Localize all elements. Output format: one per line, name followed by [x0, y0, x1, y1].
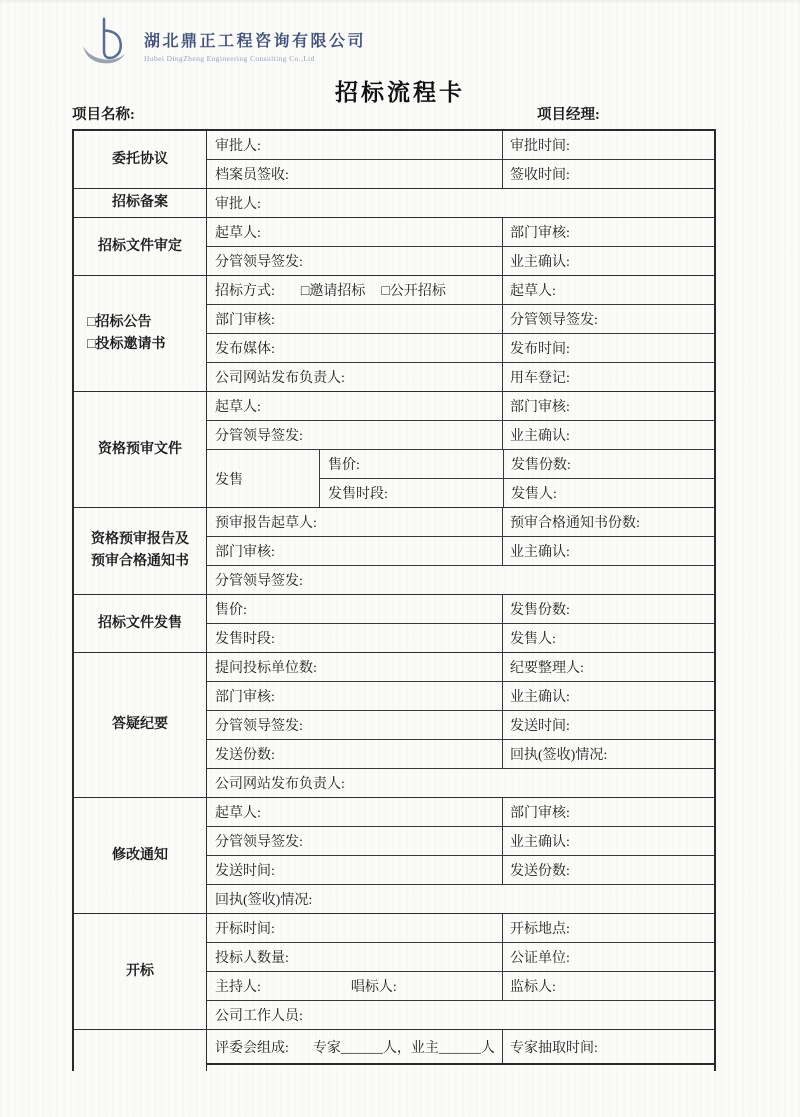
table-row	[207, 855, 714, 884]
field-label: 业主确认:	[502, 537, 714, 565]
fill-in-blanks: 专家______人，业主______人	[312, 1040, 495, 1056]
project-manager-label: 项目经理:	[537, 107, 600, 123]
field-label: 业主确认:	[502, 682, 714, 710]
field-label: 业主确认:	[502, 827, 714, 855]
field-label: 审批人:	[215, 197, 261, 212]
field-label: 专家抽取时间:	[502, 1030, 714, 1063]
field-label: 发售人:	[502, 624, 714, 652]
section-label	[74, 276, 207, 391]
field-label: 档案员签收:	[215, 168, 289, 183]
field-label: 纪要整理人:	[502, 653, 714, 681]
table-row	[207, 392, 714, 420]
table-row	[207, 276, 714, 304]
field-label: 起草人:	[215, 226, 261, 241]
section-label: 修改通知	[74, 798, 207, 913]
field-label: 发送时间:	[502, 711, 714, 739]
field-label: 分管领导签发:	[215, 429, 303, 444]
table-row	[319, 450, 714, 478]
field-label: 投标人数量:	[215, 951, 289, 966]
table-row	[207, 653, 714, 681]
table-row	[207, 942, 714, 971]
table-row	[207, 884, 714, 913]
field-label: 开标时间:	[215, 922, 275, 937]
field-label: 部门审核:	[215, 313, 275, 328]
table-row	[319, 478, 714, 507]
table-row	[207, 914, 714, 942]
field-label: 回执(签收)情况:	[502, 740, 714, 768]
section-bid-filing	[74, 188, 714, 217]
table-row	[207, 131, 714, 159]
table-row	[207, 1000, 714, 1029]
field-label: 部门审核:	[502, 218, 714, 246]
field-label: 公司网站发布负责人:	[215, 371, 345, 386]
field-label: 审批时间:	[502, 131, 714, 159]
section-entrust-agreement	[74, 131, 714, 188]
field-label: 分管领导签发:	[215, 255, 303, 270]
table-row	[207, 420, 714, 449]
table-row	[207, 768, 714, 797]
project-name-label: 项目名称:	[72, 107, 135, 123]
field-label: 分管领导签发:	[215, 574, 303, 589]
section-label: 招标文件发售	[74, 595, 207, 652]
table-row	[207, 623, 714, 652]
company-name-en: Hubei DingZheng Engineering Consulting Co.,Ltd	[144, 53, 315, 63]
section-bid-doc-approval	[74, 217, 714, 275]
section-amendment-notice	[74, 797, 714, 913]
section-qa-minutes	[74, 652, 714, 797]
field-label: 提问投标单位数:	[215, 661, 317, 676]
section-bid-announcement	[74, 275, 714, 391]
field-label: 起草人:	[215, 400, 261, 415]
field-label: 发送份数:	[215, 748, 275, 763]
field-label: 公司工作人员:	[215, 1009, 303, 1024]
field-label: 评委会组成: 专家______人，业主______人	[207, 1030, 502, 1063]
field-label: 发售人:	[503, 479, 714, 507]
field-label: 分管领导签发:	[215, 835, 303, 850]
section-label-line: □招标公告	[87, 314, 152, 330]
table-row	[207, 246, 714, 275]
table-row	[207, 218, 714, 246]
field-label: 预审合格通知书份数:	[502, 508, 714, 536]
table-row	[207, 189, 714, 217]
section-bid-doc-sale	[74, 594, 714, 652]
field-label: 业主确认:	[502, 247, 714, 275]
field-label: 业主确认:	[502, 421, 714, 449]
field-label: 发售时段:	[215, 632, 275, 647]
field-label: 开标地点:	[502, 914, 714, 942]
table-row	[207, 536, 714, 565]
table-row	[207, 304, 714, 333]
field-label: 主持人: 唱标人:	[215, 980, 397, 995]
table-row	[207, 826, 714, 855]
field-label: 发售份数:	[503, 450, 714, 478]
field-label: 发布时间:	[502, 334, 714, 362]
field-label: 用车登记:	[502, 363, 714, 391]
field-label: 分管领导签发:	[502, 305, 714, 333]
field-label: 发售时段:	[319, 479, 503, 507]
field-label: 部门审核:	[502, 392, 714, 420]
table-row	[207, 971, 714, 1000]
company-logo	[74, 16, 366, 74]
field-label: 发售份数:	[502, 595, 714, 623]
table-row	[207, 595, 714, 623]
field-label: 招标方式: □邀请招标 □公开招标	[207, 276, 502, 304]
field-label: 公证单位:	[502, 943, 714, 971]
table-row	[207, 1030, 714, 1065]
field-label: 审批人:	[215, 139, 261, 154]
field-label: 签收时间:	[502, 160, 714, 188]
section-label: 委托协议	[74, 131, 207, 188]
field-label: 部门审核:	[502, 798, 714, 826]
section-label: 招标备案	[74, 189, 207, 217]
section-label-line: 资格预审报告及	[91, 532, 189, 548]
section-label	[74, 508, 207, 594]
field-label: 售价:	[215, 603, 247, 618]
section-label	[74, 1030, 207, 1071]
page-title: 招标流程卡	[335, 80, 465, 105]
company-name: 湖北鼎正工程咨询有限公司	[144, 32, 367, 50]
section-prequalification-report	[74, 507, 714, 594]
field-label: 回执(签收)情况:	[215, 893, 313, 908]
subgroup-label: 发售	[215, 472, 243, 488]
section-prequalification-doc	[74, 391, 714, 507]
sailboat-d-logo-icon	[74, 16, 134, 74]
table-row	[207, 798, 714, 826]
field-label: 分管领导签发:	[215, 719, 303, 734]
section-label: 招标文件审定	[74, 218, 207, 275]
field-label: 起草人:	[215, 806, 261, 821]
checkbox-option: □邀请招标	[300, 284, 366, 299]
field-label: 售价:	[319, 450, 503, 478]
field-label: 发送份数:	[502, 856, 714, 884]
field-label: 起草人:	[502, 276, 714, 304]
section-jury-partial	[74, 1029, 714, 1071]
field-label: 发布媒体:	[215, 342, 275, 357]
section-label: 开标	[74, 914, 207, 1029]
field-label: 部门审核:	[215, 690, 275, 705]
section-bid-opening	[74, 913, 714, 1029]
section-label: 资格预审文件	[74, 392, 207, 507]
section-label-line: □投标邀请书	[87, 336, 166, 352]
field-label: 监标人:	[502, 972, 714, 1000]
table-row	[207, 508, 714, 536]
section-label: 答疑纪要	[74, 653, 207, 797]
sale-subgroup	[207, 449, 714, 507]
process-card-table	[72, 129, 716, 1071]
field-label: 预审报告起草人:	[215, 516, 317, 531]
section-label-line: 预审合格通知书	[91, 554, 189, 569]
field-label: 公司网站发布负责人:	[215, 777, 345, 792]
table-row	[207, 362, 714, 391]
field-label: 发送时间:	[215, 864, 275, 879]
table-row	[207, 565, 714, 594]
table-row	[207, 710, 714, 739]
field-label: 部门审核:	[215, 545, 275, 560]
table-row	[207, 159, 714, 188]
checkbox-option: □公开招标	[381, 284, 446, 299]
table-row	[207, 681, 714, 710]
table-row	[207, 739, 714, 768]
table-row	[207, 333, 714, 362]
